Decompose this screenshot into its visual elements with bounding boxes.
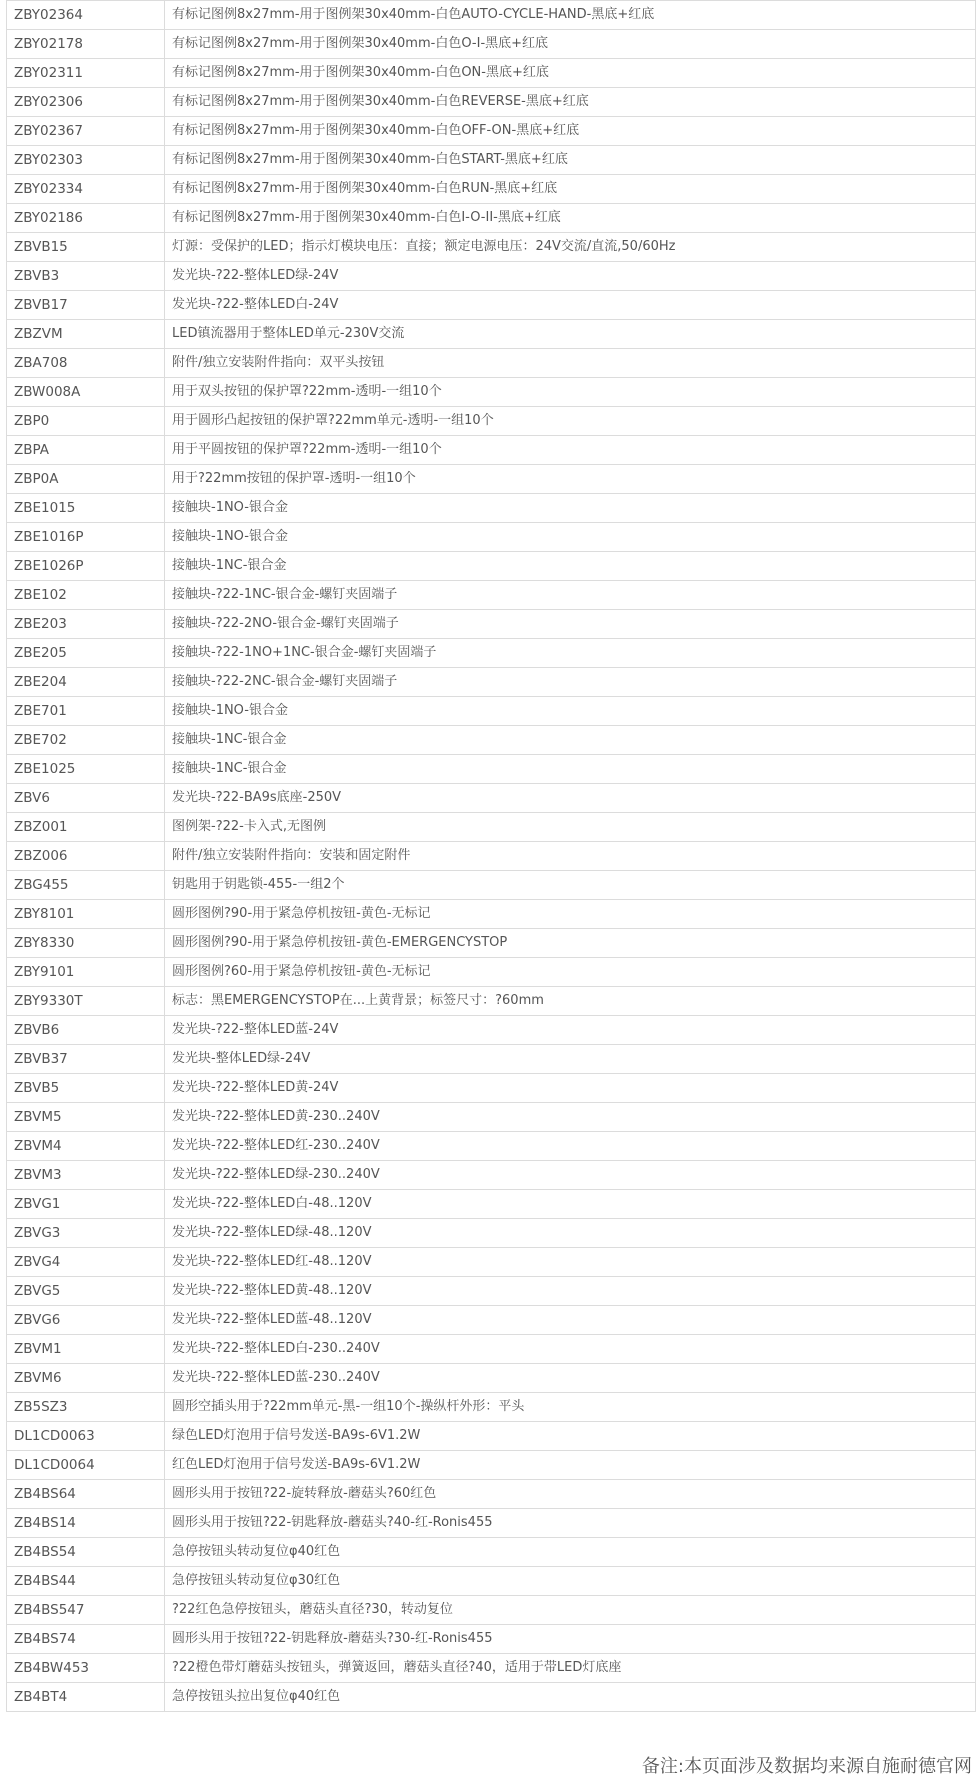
model-cell: ZBE1026P (7, 552, 165, 581)
table-row (7, 1277, 976, 1306)
description-cell: 有标记图例8x27mm-用于图例架30x40mm-白色O-I-黑底+红底 (165, 30, 976, 59)
description-cell: 圆形头用于按钮?22-钥匙释放-蘑菇头?40-红-Ronis455 (165, 1509, 976, 1538)
table-row (7, 378, 976, 407)
product-table-body (7, 1, 976, 1712)
description-cell: 发光块-?22-整体LED绿-24V (165, 262, 976, 291)
table-row (7, 813, 976, 842)
product-table (6, 0, 976, 1712)
table-row (7, 1683, 976, 1712)
model-cell: ZB5SZ3 (7, 1393, 165, 1422)
model-cell: ZBVM5 (7, 1103, 165, 1132)
model-cell: ZBG455 (7, 871, 165, 900)
table-row (7, 784, 976, 813)
table-row (7, 175, 976, 204)
table-row (7, 320, 976, 349)
table-row (7, 842, 976, 871)
table-row (7, 1132, 976, 1161)
description-cell: ?22红色急停按钮头，蘑菇头直径?30，转动复位 (165, 1596, 976, 1625)
description-cell: 圆形图例?60-用于紧急停机按钮-黄色-无标记 (165, 958, 976, 987)
description-cell: 用于圆形凸起按钮的保护罩?22mm单元-透明-一组10个 (165, 407, 976, 436)
description-cell: 接触块-1NC-银合金 (165, 552, 976, 581)
table-row (7, 1103, 976, 1132)
model-cell: ZBVB6 (7, 1016, 165, 1045)
description-cell: 接触块-1NC-银合金 (165, 755, 976, 784)
table-row (7, 552, 976, 581)
table-row (7, 523, 976, 552)
model-cell: ZBVB5 (7, 1074, 165, 1103)
description-cell: 接触块-1NO-银合金 (165, 494, 976, 523)
description-cell: 发光块-?22-BA9s底座-250V (165, 784, 976, 813)
model-cell: ZB4BW453 (7, 1654, 165, 1683)
description-cell: 接触块-1NO-银合金 (165, 523, 976, 552)
table-row (7, 494, 976, 523)
table-row (7, 233, 976, 262)
description-cell: 接触块-?22-2NC-银合金-螺钉夹固端子 (165, 668, 976, 697)
description-cell: 绿色LED灯泡用于信号发送-BA9s-6V1.2W (165, 1422, 976, 1451)
table-row (7, 1480, 976, 1509)
model-cell: ZB4BS14 (7, 1509, 165, 1538)
table-row (7, 204, 976, 233)
description-cell: 图例架-?22-卡入式,无图例 (165, 813, 976, 842)
table-row (7, 88, 976, 117)
table-row (7, 1625, 976, 1654)
model-cell: ZBZVM (7, 320, 165, 349)
description-cell: 急停按钮头转动复位φ40红色 (165, 1538, 976, 1567)
description-cell: 接触块-?22-2NO-银合金-螺钉夹固端子 (165, 610, 976, 639)
model-cell: ZBE1015 (7, 494, 165, 523)
model-cell: ZBZ001 (7, 813, 165, 842)
table-row (7, 697, 976, 726)
product-table-container (6, 0, 975, 1712)
model-cell: ZBA708 (7, 349, 165, 378)
description-cell: 用于平圆按钮的保护罩?22mm-透明-一组10个 (165, 436, 976, 465)
table-row (7, 1422, 976, 1451)
table-row (7, 1248, 976, 1277)
model-cell: ZBP0A (7, 465, 165, 494)
model-cell: ZBVM1 (7, 1335, 165, 1364)
description-cell: 发光块-?22-整体LED绿-48..120V (165, 1219, 976, 1248)
description-cell: 急停按钮头拉出复位φ40红色 (165, 1683, 976, 1712)
model-cell: ZBY02186 (7, 204, 165, 233)
description-cell: 发光块-?22-整体LED蓝-230..240V (165, 1364, 976, 1393)
description-cell: 有标记图例8x27mm-用于图例架30x40mm-白色OFF-ON-黑底+红底 (165, 117, 976, 146)
model-cell: ZBY9101 (7, 958, 165, 987)
model-cell: DL1CD0063 (7, 1422, 165, 1451)
description-cell: 发光块-?22-整体LED黄-24V (165, 1074, 976, 1103)
model-cell: ZBVG5 (7, 1277, 165, 1306)
model-cell: ZBV6 (7, 784, 165, 813)
table-row (7, 1219, 976, 1248)
description-cell: 有标记图例8x27mm-用于图例架30x40mm-白色AUTO-CYCLE-HAND-黑底+红底 (165, 1, 976, 30)
model-cell: ZBY02334 (7, 175, 165, 204)
model-cell: DL1CD0064 (7, 1451, 165, 1480)
model-cell: ZBVM3 (7, 1161, 165, 1190)
table-row (7, 349, 976, 378)
table-row (7, 465, 976, 494)
description-cell: 接触块-1NC-银合金 (165, 726, 976, 755)
model-cell: ZB4BS64 (7, 1480, 165, 1509)
table-row (7, 1509, 976, 1538)
table-row (7, 30, 976, 59)
model-cell: ZBY8101 (7, 900, 165, 929)
table-row (7, 1074, 976, 1103)
table-row (7, 900, 976, 929)
description-cell: 圆形图例?90-用于紧急停机按钮-黄色-无标记 (165, 900, 976, 929)
description-cell: 发光块-?22-整体LED绿-230..240V (165, 1161, 976, 1190)
model-cell: ZBY02364 (7, 1, 165, 30)
description-cell: 有标记图例8x27mm-用于图例架30x40mm-白色I-O-II-黑底+红底 (165, 204, 976, 233)
model-cell: ZBE701 (7, 697, 165, 726)
description-cell: 圆形头用于按钮?22-钥匙释放-蘑菇头?30-红-Ronis455 (165, 1625, 976, 1654)
table-row (7, 1190, 976, 1219)
description-cell: 有标记图例8x27mm-用于图例架30x40mm-白色START-黑底+红底 (165, 146, 976, 175)
description-cell: 附件/独立安装附件指向：安装和固定附件 (165, 842, 976, 871)
description-cell: ?22橙色带灯蘑菇头按钮头，弹簧返回，蘑菇头直径?40，适用于带LED灯底座 (165, 1654, 976, 1683)
model-cell: ZBVG4 (7, 1248, 165, 1277)
model-cell: ZB4BS54 (7, 1538, 165, 1567)
model-cell: ZBE102 (7, 581, 165, 610)
source-footnote: 备注:本页面涉及数据均来源自施耐德官网 (641, 1756, 972, 1777)
model-cell: ZBY02303 (7, 146, 165, 175)
table-row (7, 1364, 976, 1393)
model-cell: ZBPA (7, 436, 165, 465)
description-cell: 接触块-1NO-银合金 (165, 697, 976, 726)
description-cell: 有标记图例8x27mm-用于图例架30x40mm-白色ON-黑底+红底 (165, 59, 976, 88)
description-cell: 发光块-?22-整体LED白-48..120V (165, 1190, 976, 1219)
model-cell: ZBZ006 (7, 842, 165, 871)
model-cell: ZB4BS74 (7, 1625, 165, 1654)
description-cell: 接触块-?22-1NO+1NC-银合金-螺钉夹固端子 (165, 639, 976, 668)
table-row (7, 1654, 976, 1683)
description-cell: 附件/独立安装附件指向：双平头按钮 (165, 349, 976, 378)
description-cell: 发光块-?22-整体LED黄-230..240V (165, 1103, 976, 1132)
model-cell: ZBVB17 (7, 291, 165, 320)
description-cell: 圆形空插头用于?22mm单元-黑-一组10个-操纵杆外形：平头 (165, 1393, 976, 1422)
model-cell: ZBY02306 (7, 88, 165, 117)
table-row (7, 581, 976, 610)
table-row (7, 436, 976, 465)
description-cell: 圆形图例?90-用于紧急停机按钮-黄色-EMERGENCYSTOP (165, 929, 976, 958)
model-cell: ZBY02367 (7, 117, 165, 146)
table-row (7, 146, 976, 175)
table-row (7, 1538, 976, 1567)
model-cell: ZBVB37 (7, 1045, 165, 1074)
model-cell: ZB4BT4 (7, 1683, 165, 1712)
model-cell: ZBE1025 (7, 755, 165, 784)
table-row (7, 1, 976, 30)
description-cell: 有标记图例8x27mm-用于图例架30x40mm-白色REVERSE-黑底+红底 (165, 88, 976, 117)
description-cell: 接触块-?22-1NC-银合金-螺钉夹固端子 (165, 581, 976, 610)
description-cell: 用于双头按钮的保护罩?22mm-透明-一组10个 (165, 378, 976, 407)
table-row (7, 291, 976, 320)
model-cell: ZBE205 (7, 639, 165, 668)
model-cell: ZB4BS44 (7, 1567, 165, 1596)
model-cell: ZBE1016P (7, 523, 165, 552)
description-cell: 发光块-?22-整体LED红-230..240V (165, 1132, 976, 1161)
model-cell: ZBVG6 (7, 1306, 165, 1335)
model-cell: ZBVM6 (7, 1364, 165, 1393)
model-cell: ZBVB15 (7, 233, 165, 262)
description-cell: 发光块-整体LED绿-24V (165, 1045, 976, 1074)
model-cell: ZBE702 (7, 726, 165, 755)
description-cell: 发光块-?22-整体LED红-48..120V (165, 1248, 976, 1277)
description-cell: LED镇流器用于整体LED单元-230V交流 (165, 320, 976, 349)
description-cell: 发光块-?22-整体LED白-230..240V (165, 1335, 976, 1364)
model-cell: ZBP0 (7, 407, 165, 436)
model-cell: ZBVM4 (7, 1132, 165, 1161)
table-row (7, 59, 976, 88)
model-cell: ZBW008A (7, 378, 165, 407)
table-row (7, 1161, 976, 1190)
table-row (7, 639, 976, 668)
description-cell: 钥匙用于钥匙锁-455-一组2个 (165, 871, 976, 900)
table-row (7, 117, 976, 146)
description-cell: 发光块-?22-整体LED黄-48..120V (165, 1277, 976, 1306)
table-row (7, 755, 976, 784)
table-row (7, 1335, 976, 1364)
description-cell: 标志：黑EMERGENCYSTOP在...上黄背景；标签尺寸：?60mm (165, 987, 976, 1016)
model-cell: ZB4BS547 (7, 1596, 165, 1625)
table-row (7, 958, 976, 987)
description-cell: 灯源：受保护的LED；指示灯模块电压：直接；额定电源电压：24V交流/直流,50/60Hz (165, 233, 976, 262)
description-cell: 发光块-?22-整体LED蓝-48..120V (165, 1306, 976, 1335)
model-cell: ZBY02311 (7, 59, 165, 88)
description-cell: 急停按钮头转动复位φ30红色 (165, 1567, 976, 1596)
table-row (7, 407, 976, 436)
table-row (7, 871, 976, 900)
description-cell: 发光块-?22-整体LED蓝-24V (165, 1016, 976, 1045)
model-cell: ZBVG1 (7, 1190, 165, 1219)
table-row (7, 262, 976, 291)
table-row (7, 1393, 976, 1422)
table-row (7, 929, 976, 958)
table-row (7, 668, 976, 697)
table-row (7, 1567, 976, 1596)
description-cell: 红色LED灯泡用于信号发送-BA9s-6V1.2W (165, 1451, 976, 1480)
model-cell: ZBVB3 (7, 262, 165, 291)
model-cell: ZBE203 (7, 610, 165, 639)
model-cell: ZBE204 (7, 668, 165, 697)
table-row (7, 1451, 976, 1480)
description-cell: 有标记图例8x27mm-用于图例架30x40mm-白色RUN-黑底+红底 (165, 175, 976, 204)
model-cell: ZBY02178 (7, 30, 165, 59)
model-cell: ZBVG3 (7, 1219, 165, 1248)
table-row (7, 987, 976, 1016)
description-cell: 圆形头用于按钮?22-旋转释放-蘑菇头?60红色 (165, 1480, 976, 1509)
table-row (7, 1306, 976, 1335)
description-cell: 发光块-?22-整体LED白-24V (165, 291, 976, 320)
table-row (7, 1016, 976, 1045)
table-row (7, 726, 976, 755)
table-row (7, 1596, 976, 1625)
description-cell: 用于?22mm按钮的保护罩-透明-一组10个 (165, 465, 976, 494)
table-row (7, 1045, 976, 1074)
model-cell: ZBY9330T (7, 987, 165, 1016)
model-cell: ZBY8330 (7, 929, 165, 958)
table-row (7, 610, 976, 639)
